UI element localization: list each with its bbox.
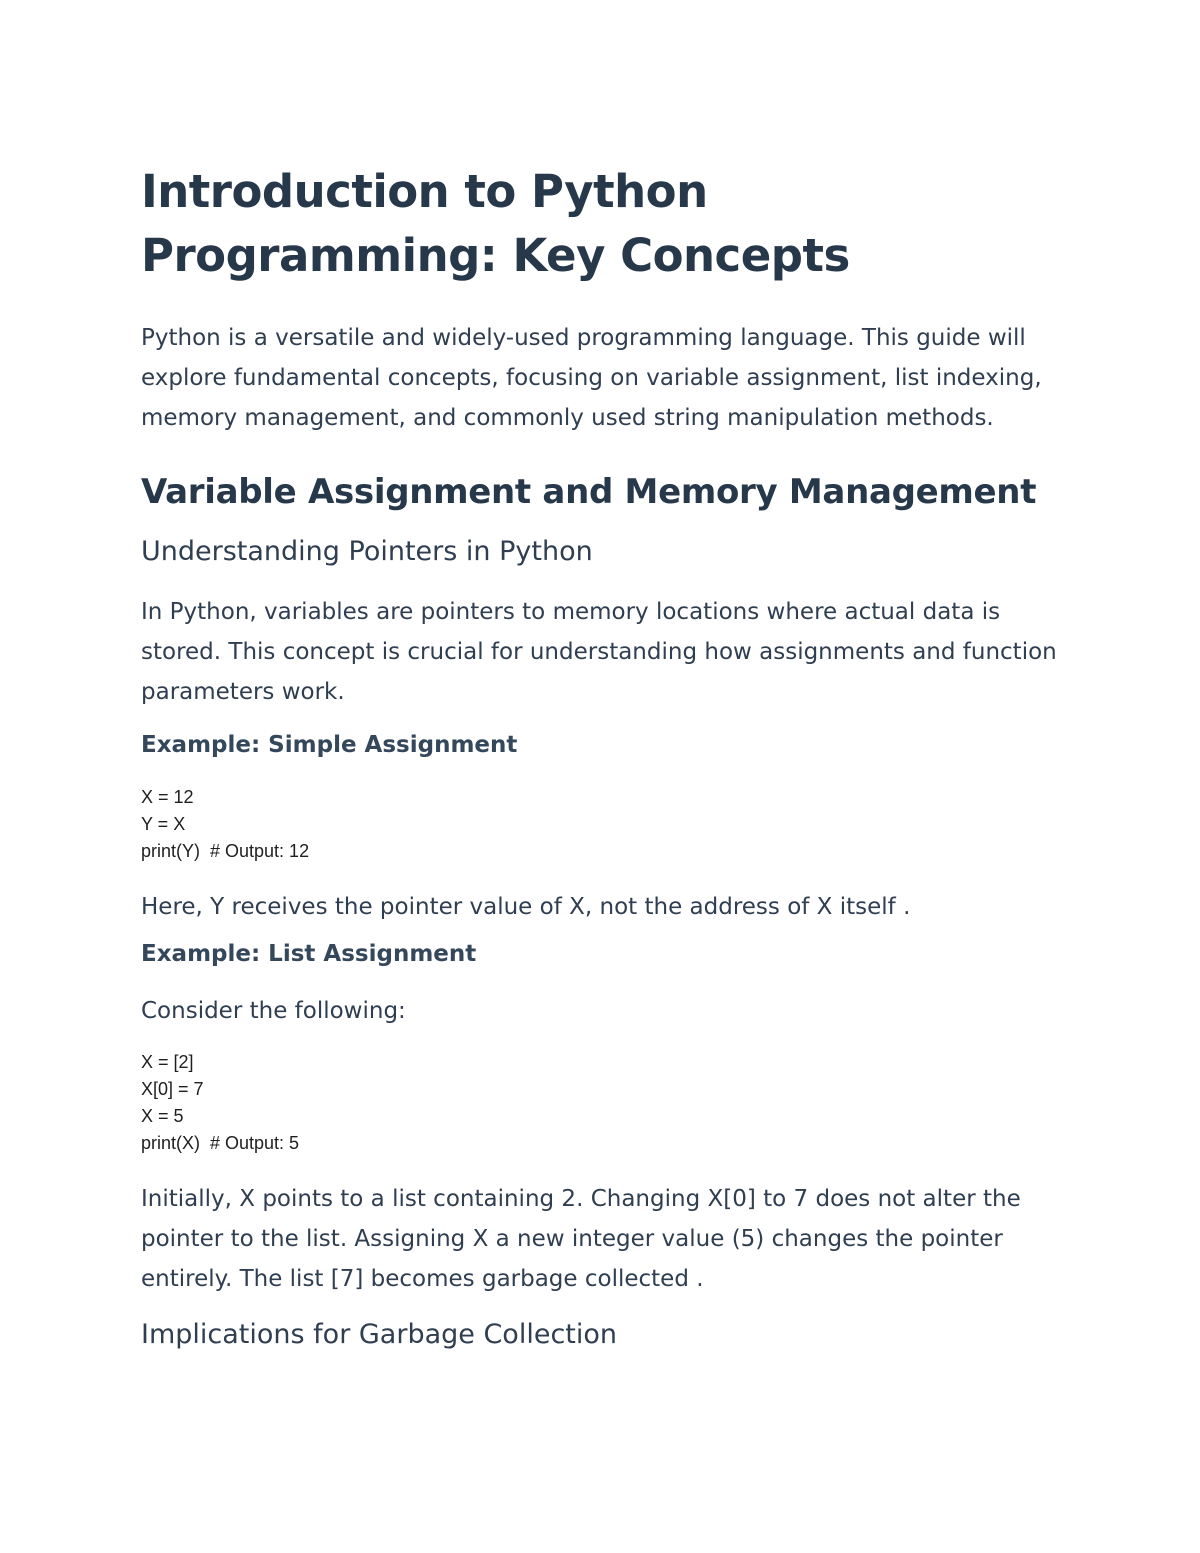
intro-paragraph: Python is a versatile and widely-used programming language. This guide will explore fundamental concepts, focusing on variable assignment, list indexing, memory management, and commonly used string manipulation methods. (141, 325, 1042, 431)
code-line: Y = X (141, 814, 186, 834)
subsection-heading-garbage-collection: Implications for Garbage Collection (141, 1319, 618, 1350)
example-heading-simple-assignment: Example: Simple Assignment (141, 732, 518, 758)
simple-assignment-note: Here, Y receives the pointer value of X, not the address of X itself . (141, 894, 911, 920)
code-block-simple-assignment (141, 784, 1071, 865)
code-line: X[0] = 7 (141, 1079, 204, 1099)
pointers-paragraph: In Python, variables are pointers to memory locations where actual data is stored. This concept is crucial for understanding how assignments and function parameters work. (141, 599, 1057, 705)
code-line: X = [2] (141, 1052, 194, 1072)
document-page (141, 160, 1071, 1353)
code-line: print(Y) # Output: 12 (141, 841, 310, 861)
list-assignment-note: Initially, X points to a list containing 2. Changing X[0] to 7 does not alter the pointer to the list. Assigning X a new integer value (5) changes the pointer entirely. The list [7] becomes garbage collected . (141, 1186, 1021, 1292)
list-assignment-lead: Consider the following: (141, 998, 406, 1024)
code-line: print(X) # Output: 5 (141, 1133, 300, 1153)
code-line: X = 5 (141, 1106, 184, 1126)
code-line: X = 12 (141, 787, 194, 807)
page-title: Introduction to Python Programming: Key Concepts (141, 165, 850, 282)
code-block-list-assignment (141, 1049, 1071, 1157)
section-heading-variable-assignment: Variable Assignment and Memory Management (141, 472, 1037, 512)
subsection-heading-pointers: Understanding Pointers in Python (141, 536, 593, 567)
example-heading-list-assignment: Example: List Assignment (141, 941, 477, 967)
